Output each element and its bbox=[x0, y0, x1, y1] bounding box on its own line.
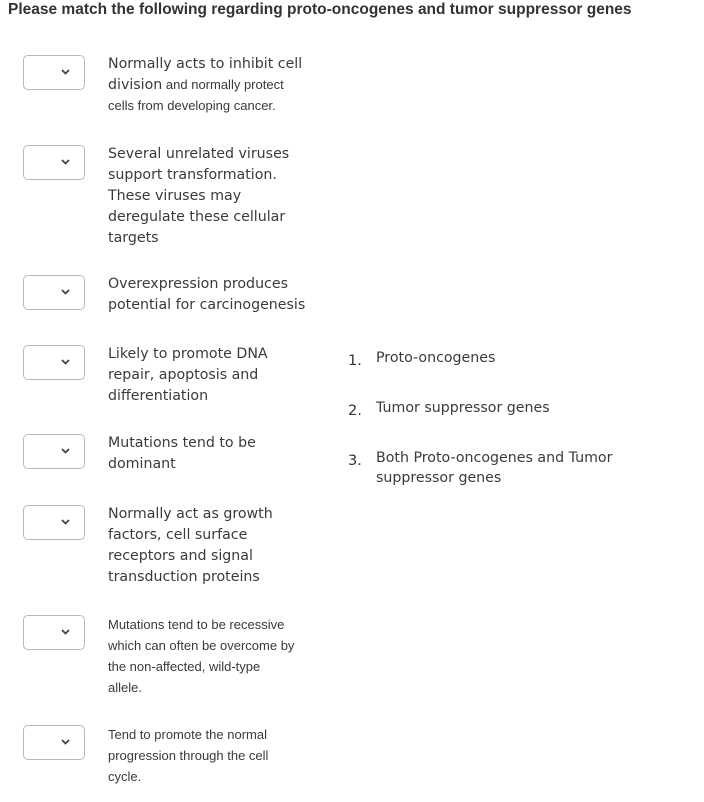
chevron-down-icon bbox=[61, 359, 70, 365]
answer-select-4[interactable] bbox=[23, 345, 85, 380]
option-number: 1. bbox=[348, 353, 362, 369]
prompt-text-5 bbox=[108, 432, 328, 474]
option-number: 3. bbox=[348, 453, 362, 469]
prompt-line bbox=[108, 656, 328, 677]
answer-select-6[interactable] bbox=[23, 505, 85, 540]
prompt-line bbox=[108, 385, 328, 406]
prompt-line bbox=[108, 432, 328, 453]
question-title: Please match the following regarding proto-oncogenes and tumor suppressor genes bbox=[8, 1, 632, 18]
prompt-text-2 bbox=[108, 143, 328, 248]
prompt-line-text: dominant bbox=[108, 456, 176, 472]
prompt-line bbox=[108, 164, 328, 185]
prompt-line-text: differentiation bbox=[108, 388, 209, 404]
prompt-line bbox=[108, 503, 328, 524]
prompt-line-text: support transformation. bbox=[108, 167, 277, 183]
prompt-line bbox=[108, 206, 328, 227]
prompt-line bbox=[108, 614, 328, 635]
prompt-line-text: division bbox=[108, 77, 163, 93]
chevron-down-icon bbox=[61, 739, 70, 745]
prompt-line-text: which can often be overcome by bbox=[108, 638, 295, 653]
prompt-line bbox=[108, 294, 328, 315]
prompt-line-text: and normally protect bbox=[162, 77, 284, 92]
chevron-down-icon bbox=[61, 448, 70, 454]
prompt-line bbox=[108, 53, 328, 74]
option-label-line: Proto-oncogenes bbox=[376, 350, 496, 366]
prompt-line bbox=[108, 143, 328, 164]
prompt-line-text: These viruses may bbox=[108, 188, 242, 204]
option-label bbox=[376, 448, 612, 488]
option-label bbox=[376, 398, 550, 418]
prompt-line-text: cycle. bbox=[108, 769, 142, 784]
chevron-down-icon bbox=[61, 159, 70, 165]
chevron-down-icon bbox=[61, 629, 70, 635]
prompt-line bbox=[108, 343, 328, 364]
prompt-line bbox=[108, 227, 328, 248]
prompt-line bbox=[108, 766, 328, 787]
prompt-line-text: the non-affected, wild-type bbox=[108, 659, 261, 674]
prompt-line bbox=[108, 745, 328, 766]
prompt-line bbox=[108, 185, 328, 206]
option-label-line: suppressor genes bbox=[376, 470, 502, 486]
prompt-line-text: transduction proteins bbox=[108, 569, 260, 585]
prompt-line bbox=[108, 545, 328, 566]
answer-select-8[interactable] bbox=[23, 725, 85, 760]
prompt-line bbox=[108, 566, 328, 587]
prompt-line bbox=[108, 724, 328, 745]
prompt-text-8 bbox=[108, 724, 328, 787]
prompt-line-text: factors, cell surface bbox=[108, 527, 248, 543]
prompt-line bbox=[108, 635, 328, 656]
answer-select-1[interactable] bbox=[23, 55, 85, 90]
prompt-line-text: allele. bbox=[108, 680, 142, 695]
chevron-down-icon bbox=[61, 289, 70, 295]
prompt-line-text: Several unrelated viruses bbox=[108, 146, 290, 162]
prompt-line-text: targets bbox=[108, 230, 159, 246]
prompt-line bbox=[108, 524, 328, 545]
prompt-line-text: cells from developing cancer. bbox=[108, 98, 276, 113]
prompt-line bbox=[108, 273, 328, 294]
prompt-line-text: progression through the cell bbox=[108, 748, 269, 763]
prompt-line-text: receptors and signal bbox=[108, 548, 253, 564]
prompt-line-text: repair, apoptosis and bbox=[108, 367, 259, 383]
prompt-line-text: Tend to promote the normal bbox=[108, 727, 267, 742]
answer-select-7[interactable] bbox=[23, 615, 85, 650]
chevron-down-icon bbox=[61, 519, 70, 525]
prompt-line bbox=[108, 677, 328, 698]
prompt-text-4 bbox=[108, 343, 328, 406]
prompt-text-3 bbox=[108, 273, 328, 315]
prompt-line-text: Mutations tend to be recessive bbox=[108, 617, 285, 632]
prompt-line bbox=[108, 74, 328, 95]
prompt-text-7 bbox=[108, 614, 328, 698]
prompt-line-text: deregulate these cellular bbox=[108, 209, 286, 225]
option-label-line: Both Proto-oncogenes and Tumor bbox=[376, 450, 613, 466]
answer-select-5[interactable] bbox=[23, 434, 85, 469]
option-label bbox=[376, 348, 495, 368]
answer-select-3[interactable] bbox=[23, 275, 85, 310]
prompt-text-1 bbox=[108, 53, 328, 116]
answer-select-2[interactable] bbox=[23, 145, 85, 180]
prompt-text-6 bbox=[108, 503, 328, 587]
prompt-line-text: Overexpression produces bbox=[108, 276, 288, 292]
prompt-line bbox=[108, 453, 328, 474]
prompt-line-text: potential for carcinogenesis bbox=[108, 297, 306, 313]
prompt-line-text: Mutations tend to be bbox=[108, 435, 256, 451]
prompt-line-text: Normally act as growth bbox=[108, 506, 273, 522]
prompt-line-text: Likely to promote DNA bbox=[108, 346, 268, 362]
option-label-line: Tumor suppressor genes bbox=[376, 400, 550, 416]
option-number: 2. bbox=[348, 403, 362, 419]
prompt-line bbox=[108, 95, 328, 116]
chevron-down-icon bbox=[61, 69, 70, 75]
prompt-line-text: Normally acts to inhibit cell bbox=[108, 56, 303, 72]
prompt-line bbox=[108, 364, 328, 385]
